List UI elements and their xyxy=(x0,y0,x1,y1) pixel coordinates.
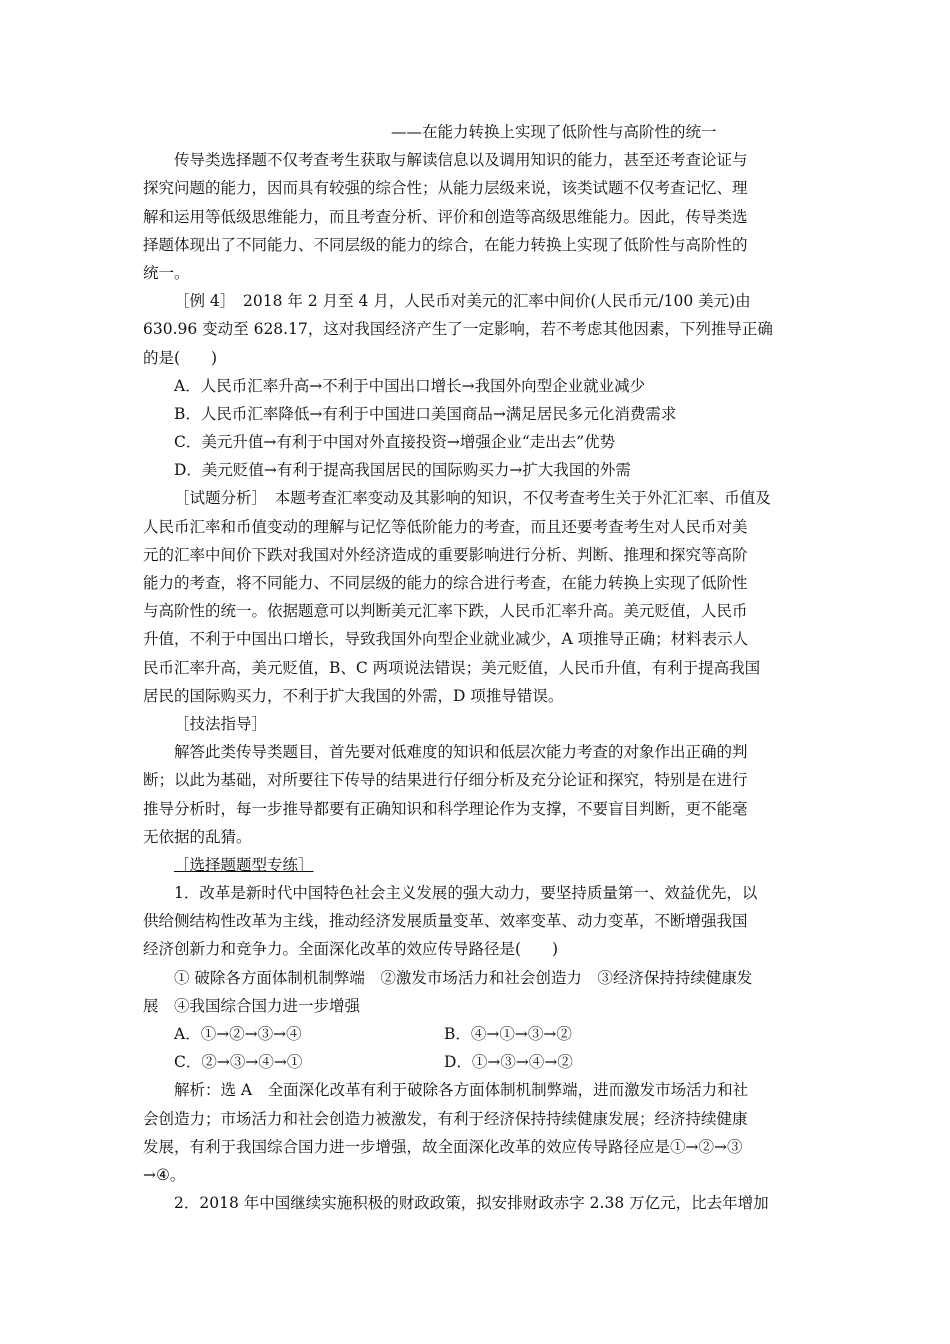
option-a: A．人民币汇率升高→不利于中国出口增长→我国外向型企业就业减少 xyxy=(174,376,646,395)
text-line: 解和运用等低级思维能力，而且考查分析、评价和创造等高级思维能力。因此，传导类选 xyxy=(143,207,748,226)
options-row xyxy=(143,1020,811,1048)
text-line: 经济创新力和竞争力。全面深化改革的效应传导路径是( ) xyxy=(143,940,559,959)
text-line: 元的汇率中间价下跌对我国对外经济造成的重要影响进行分析、判断、推理和探究等高阶 xyxy=(143,545,748,564)
practice-heading-row xyxy=(143,851,811,879)
intro-paragraph xyxy=(143,146,811,287)
question-1 xyxy=(143,879,811,1189)
question-2 xyxy=(143,1189,811,1217)
text-line: 会创造力；市场活力和社会创造力被激发，有利于经济保持持续健康发展；经济持续健康 xyxy=(143,1109,748,1128)
text-line: 的是( ) xyxy=(143,348,218,367)
subtitle: ——在能力转换上实现了低阶性与高阶性的统一 xyxy=(391,123,717,141)
option-d: D．①→③→④→② xyxy=(444,1053,573,1072)
options-row xyxy=(143,1048,811,1076)
text-line: ［试题分析］ 本题考查汇率变动及其影响的知识，不仅考查考生关于外汇汇率、币值及 xyxy=(174,489,771,508)
text-line: 统一。 xyxy=(143,263,190,282)
text-line: 择题体现出了不同能力、不同层级的能力的综合，在能力转换上实现了低阶性与高阶性的 xyxy=(143,235,748,254)
technique-section xyxy=(143,710,811,851)
text-line: 解析：选 A 全面深化改革有利于破除各方面体制机制弊端，进而激发市场活力和社 xyxy=(174,1081,749,1100)
practice-heading: ［选择题题型专练］ xyxy=(174,855,314,874)
text-line: 供给侧结构性改革为主线，推动经济发展质量变革、效率变革、动力变革，不断增强我国 xyxy=(143,912,748,931)
option-d: D．美元贬值→有利于提高我国居民的国际购买力→扩大我国的外需 xyxy=(174,461,631,480)
text-line: 居民的国际购买力，不利于扩大我国的外需，D 项推导错误。 xyxy=(143,686,564,705)
text-line: 推导分析时，每一步推导都要有正确知识和科学理论作为支撑，不要盲目判断，更不能毫 xyxy=(143,799,748,818)
text-line: →④。 xyxy=(143,1165,186,1184)
text-line: ［例 4］ 2018 年 2 月至 4 月，人民币对美元的汇率中间价(人民币元/100 美元)由 xyxy=(174,292,751,311)
text-line: 无依据的乱猜。 xyxy=(143,827,252,846)
option-a: A．①→②→③→④ xyxy=(174,1025,302,1043)
option-c: C．②→③→④→① xyxy=(174,1053,303,1072)
text-line: 人民币汇率和币值变动的理解与记忆等低阶能力的考查，而且还要考查考生对人民币对美 xyxy=(143,517,748,536)
text-line: 2．2018 年中国继续实施积极的财政政策，拟安排财政赤字 2.38 万亿元，比去年增加 xyxy=(174,1194,769,1213)
analysis-paragraph xyxy=(143,484,811,710)
text-line: 断；以此为基础，对所要往下传导的结果进行仔细分析及充分论证和探究，特别是在进行 xyxy=(143,771,748,790)
text-line: 发展，有利于我国综合国力进一步增强，故全面深化改革的效应传导路径应是①→②→③ xyxy=(143,1137,743,1156)
option-b: B．人民币汇率降低→有利于中国进口美国商品→满足居民多元化消费需求 xyxy=(174,404,677,423)
example-4 xyxy=(143,287,811,484)
text-line: 解答此类传导类题目，首先要对低难度的知识和低层次能力考查的对象作出正确的判 xyxy=(174,743,748,762)
option-b: B．④→①→③→② xyxy=(444,1025,572,1043)
text-line: ① 破除各方面体制机制弊端 ②激发市场活力和社会创造力 ③经济保持持续健康发 xyxy=(174,968,753,987)
document-content xyxy=(143,118,811,1217)
text-line: 630.96 变动至 628.17，这对我国经济产生了一定影响，若不考虑其他因素，下列推导正确 xyxy=(143,320,773,339)
technique-heading: ［技法指导］ xyxy=(174,714,268,733)
text-line: 能力的考查，将不同能力、不同层级的能力的综合进行考查，在能力转换上实现了低阶性 xyxy=(143,574,748,592)
text-line: 1．改革是新时代中国特色社会主义发展的强大动力，要坚持质量第一、效益优先，以 xyxy=(174,884,758,903)
text-line: 展 ④我国综合国力进一步增强 xyxy=(143,996,361,1015)
text-line: 民币汇率升高，美元贬值，B、C 两项说法错误；美元贬值，人民币升值，有利于提高我国 xyxy=(143,658,761,677)
text-line: 升值，不利于中国出口增长，导致我国外向型企业就业减少，A 项推导正确；材料表示人 xyxy=(143,630,749,649)
text-line: 探究问题的能力，因而具有较强的综合性；从能力层级来说，该类试题不仅考查记忆、理 xyxy=(143,179,748,198)
text-line: 传导类选择题不仅考查考生获取与解读信息以及调用知识的能力，甚至还考查论证与 xyxy=(174,151,748,170)
text-line: 与高阶性的统一。依据题意可以判断美元汇率下跌，人民币汇率升高。美元贬值，人民币 xyxy=(143,602,748,621)
option-c: C．美元升值→有利于中国对外直接投资→增强企业“走出去”优势 xyxy=(174,433,616,452)
